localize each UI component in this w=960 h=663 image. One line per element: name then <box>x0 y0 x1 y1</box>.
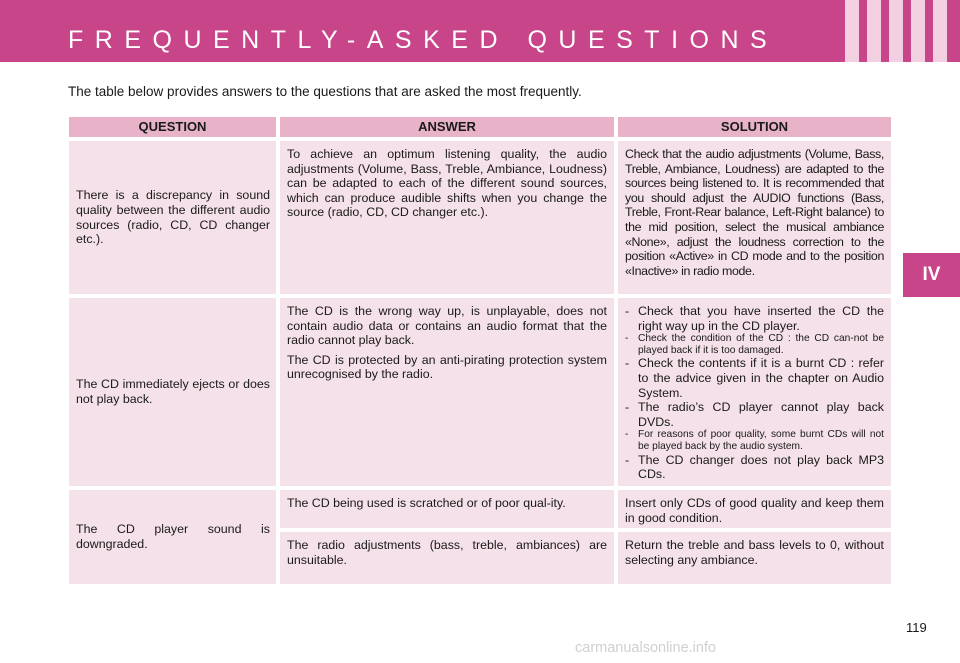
page-title: FREQUENTLY-ASKED QUESTIONS <box>68 26 779 54</box>
table-row-3-question <box>69 490 276 584</box>
answer-text: The radio adjustments (bass, treble, ambiances) are unsuitable. <box>287 538 607 567</box>
chapter-tab-label: IV <box>922 264 941 285</box>
answer-text: To achieve an optimum listening quality, the audio adjustments (Volume, Bass, Treble, Ambiance, Loudness) can be adapted to each of the different sound sources, which can produce audible shifts when you change the source (radio, CD, CD changer etc.). <box>287 147 607 220</box>
answer-text: The CD is the wrong way up, is unplayable, does not contain audio data or contains an audio format that the radio cannot play back. <box>287 304 607 348</box>
question-text: The CD player sound is downgraded. <box>76 522 270 551</box>
watermark-text: carmanualsonline.info <box>575 640 717 656</box>
table-row-3a-solution <box>618 490 891 528</box>
solution-list <box>625 304 884 482</box>
list-item: - The CD changer does not play back MP3 CDs. <box>625 453 884 482</box>
list-item: - For reasons of poor quality, some burnt CDs will not be played back by the audio system. <box>625 429 884 452</box>
question-text: The CD immediately ejects or does not play back. <box>76 377 270 406</box>
solution-text: Insert only CDs of good quality and keep them in good condition. <box>625 496 884 525</box>
table-row-1-answer <box>280 141 614 294</box>
table-row-2-question <box>69 298 276 486</box>
answer-text: The CD is protected by an anti-pirating protection system unrecognised by the radio. <box>287 352 607 382</box>
table-row-2-answer <box>280 298 614 486</box>
solution-text: Return the treble and bass levels to 0, without selecting any ambiance. <box>625 538 884 567</box>
chapter-tab[interactable] <box>903 253 960 297</box>
page-number: 119 <box>906 620 927 635</box>
table-row-2-solution <box>618 298 891 486</box>
intro-text: The table below provides answers to the questions that are asked the most frequently. <box>68 84 582 99</box>
question-text: There is a discrepancy in sound quality between the different audio sources (radio, CD, CD changer etc.). <box>76 188 270 247</box>
list-item: - Check the contents if it is a burnt CD : refer to the advice given in the chapter on Audio System. <box>625 356 884 400</box>
table-row-3b-solution <box>618 532 891 584</box>
page-header <box>0 0 960 62</box>
table-row-1-solution <box>618 141 891 294</box>
solution-text: Check that the audio adjustments (Volume, Bass, Treble, Ambiance, Loudness) are adapted to the sources being listened to. It is recommended that you should adjust the AUDIO functions (Bass, Treble, Front-Rear balance, Left-Right balance) to the mid position, select the musical ambiance «None», adjust the loudness correction to the position «Active» in CD mode and to the position «Inactive» in radio mode. <box>625 147 884 278</box>
column-header-solution: SOLUTION <box>618 117 891 137</box>
list-item: - Check that you have inserted the CD the right way up in the CD player. <box>625 304 884 333</box>
table-row-3b-answer <box>280 532 614 584</box>
header-stripes-decoration <box>840 0 960 62</box>
table-row-3a-answer <box>280 490 614 528</box>
list-item: - The radio’s CD player cannot play back DVDs. <box>625 400 884 429</box>
list-item: - Check the condition of the CD : the CD can-not be played back if it is too damaged. <box>625 333 884 356</box>
column-header-answer: ANSWER <box>280 117 614 137</box>
answer-text: The CD being used is scratched or of poor qual-ity. <box>287 496 566 510</box>
table-row-1-question <box>69 141 276 294</box>
column-header-question: QUESTION <box>69 117 276 137</box>
